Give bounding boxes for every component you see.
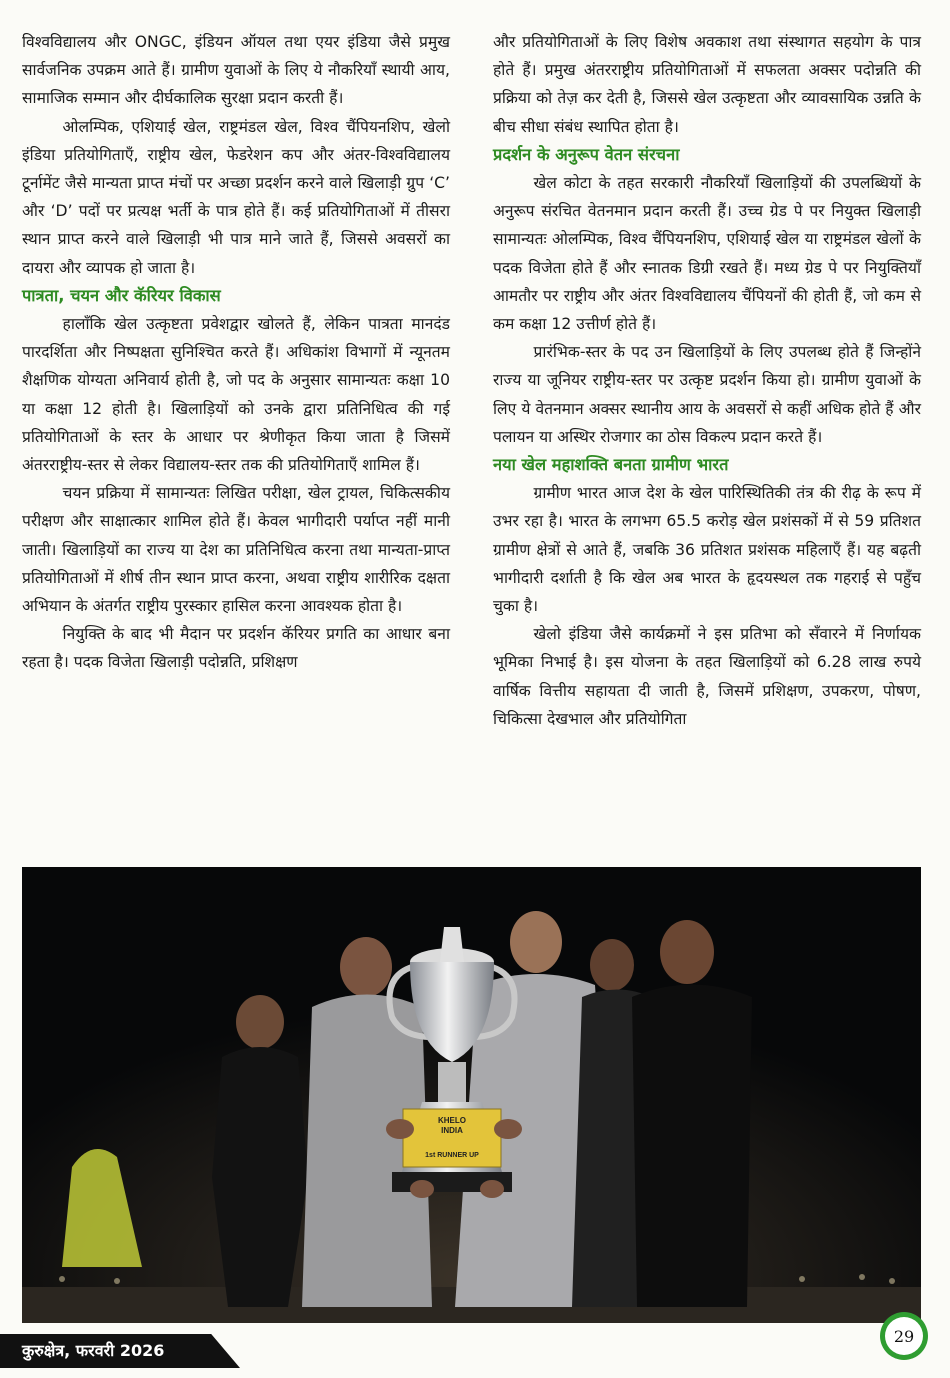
paragraph: ओलम्पिक, एशियाई खेल, राष्ट्रमंडल खेल, विश्व चैंपियनशिप, खेलो इंडिया प्रतियोगिताएँ, राष्ट्रीय खेल, फेडरेशन कप और अंतर-विश्वविद्यालय टूर्नामेंट जैसे मान्यता प्राप्त मंचों पर अच्छा प्रदर्शन करने वाले खिलाड़ी ग्रुप ‘C’ और ‘D’ पदों पर प्रत्यक्ष भर्ती के पात्र होते हैं। कई प्रतियोगिताओं में तीसरा स्थान प्राप्त करने वाले खिलाड़ी भी पात्र माने जाते हैं, जिससे अवसरों का दायरा और व्यापक हो जाता है। <box>22 117 450 277</box>
section-heading: पात्रता, चयन और कॅरियर विकास <box>22 285 221 305</box>
footer <box>0 1334 950 1378</box>
paragraph: विश्वविद्यालय और ONGC, इंडियन ऑयल तथा एयर इंडिया जैसे प्रमुख सार्वजनिक उपक्रम आते हैं। ग्रामीण युवाओं के लिए ये नौकरियाँ स्थायी आय, सामाजिक सम्मान और दीर्घकालिक सुरक्षा प्रदान करती हैं। <box>22 33 450 108</box>
section-heading: प्रदर्शन के अनुरूप वेतन संरचना <box>493 144 680 164</box>
page-number-badge <box>880 1312 928 1360</box>
plaque-line-3: 1st RUNNER UP <box>425 1152 479 1159</box>
left-column <box>22 28 450 677</box>
trophy-ceremony-photo <box>22 867 921 1323</box>
right-column <box>493 28 921 733</box>
paragraph: और प्रतियोगिताओं के लिए विशेष अवकाश तथा संस्थागत सहयोग के पात्र होते हैं। प्रमुख अंतरराष्ट्रीय प्रतियोगिताओं में सफलता अक्सर पदोन्नति की प्रक्रिया को तेज़ कर देती है, जिससे खेल उत्कृष्टता और व्यावसायिक उन्नति के बीच सीधा संबंध स्थापित होता है। <box>493 33 921 136</box>
paragraph: खेलो इंडिया जैसे कार्यक्रमों ने इस प्रतिभा को सँवारने में निर्णायक भूमिका निभाई है। इस योजना के तहत खिलाड़ियों को 6.28 लाख रुपये वार्षिक वित्तीय सहायता दी जाती है, जिसमें प्रशिक्षण, उपकरण, पोषण, चिकित्सा देखभाल और प्रतियोगिता <box>493 625 921 728</box>
magazine-issue: कुरुक्षेत्र, फरवरी 2026 <box>22 1341 165 1360</box>
page-number: 29 <box>885 1317 923 1355</box>
paragraph: चयन प्रक्रिया में सामान्यतः लिखित परीक्षा, खेल ट्रायल, चिकित्सकीय परीक्षण और साक्षात्कार शामिल होते हैं। केवल भागीदारी पर्याप्त नहीं मानी जाती। खिलाड़ियों का राज्य या देश का प्रतिनिधित्व करना तथा मान्यता-प्राप्त प्रतियोगिताओं में शीर्ष तीन स्थान प्राप्त करना, अथवा राष्ट्रीय शारीरिक दक्षता अभियान के अंतर्गत राष्ट्रीय पुरस्कार हासिल करना आवश्यक होता है। <box>22 484 450 616</box>
section-heading: नया खेल महाशक्ति बनता ग्रामीण भारत <box>493 455 729 475</box>
paragraph: प्रारंभिक-स्तर के पद उन खिलाड़ियों के लिए उपलब्ध होते हैं जिन्होंने राज्य या जूनियर राष्ट्रीय-स्तर पर उत्कृष्ट प्रदर्शन किया हो। ग्रामीण युवाओं के लिए ये वेतनमान अक्सर स्थानीय आय के अवसरों से कहीं अधिक होते हैं और पलायन या अस्थिर रोजगार का ठोस विकल्प प्रदान करते हैं। <box>493 343 921 446</box>
paragraph: खेल कोटा के तहत सरकारी नौकरियाँ खिलाड़ियों की उपलब्धियों के अनुरूप संरचित वेतनमान प्रदान करती हैं। उच्च ग्रेड पे पर नियुक्त खिलाड़ी सामान्यतः ओलम्पिक, विश्व चैंपियनशिप, एशियाई खेल या राष्ट्रमंडल खेलों के पदक विजेता होते हैं और स्नातक डिग्री रखते हैं। मध्य ग्रेड पे पर नियुक्तियाँ आमतौर पर राष्ट्रीय और अंतर विश्वविद्यालय चैंपियनों की होती हैं, जो कम से कम कक्षा 12 उत्तीर्ण होते हैं। <box>493 174 921 334</box>
plaque-line-2: INDIA <box>441 1126 463 1135</box>
photo-illustration <box>22 867 921 1323</box>
paragraph: नियुक्ति के बाद भी मैदान पर प्रदर्शन कॅरियर प्रगति का आधार बना रहता है। पदक विजेता खिलाड़ी पदोन्नति, प्रशिक्षण <box>22 625 450 672</box>
paragraph: हालाँकि खेल उत्कृष्टता प्रवेशद्वार खोलते हैं, लेकिन पात्रता मानदंड पारदर्शिता और निष्पक्षता सुनिश्चित करते हैं। अधिकांश विभागों में न्यूनतम शैक्षणिक योग्यता अनिवार्य होती है, जो पद के अनुसार सामान्यतः कक्षा 10 या कक्षा 12 होती है। खिलाड़ियों को उनके द्वारा प्रतिनिधित्व की गई प्रतियोगिताओं के स्तर के आधार पर श्रेणीकृत किया जाता है जिसमें अंतरराष्ट्रीय-स्तर से लेकर विद्यालय-स्तर तक की प्रतियोगिताएँ शामिल हैं। <box>22 315 450 475</box>
trophy-plaque <box>403 1109 501 1167</box>
paragraph: ग्रामीण भारत आज देश के खेल पारिस्थितिकी तंत्र की रीढ़ के रूप में उभर रहा है। भारत के लगभग 65.5 करोड़ खेल प्रशंसकों में से 59 प्रतिशत ग्रामीण क्षेत्रों से आते हैं, जबकि 36 प्रतिशत प्रशंसक महिलाएँ हैं। यह बढ़ती भागीदारी दर्शाती है कि खेल अब भारत के हृदयस्थल तक गहराई से पहुँच चुका है। <box>493 484 921 616</box>
plaque-line-1: KHELO <box>438 1116 466 1125</box>
